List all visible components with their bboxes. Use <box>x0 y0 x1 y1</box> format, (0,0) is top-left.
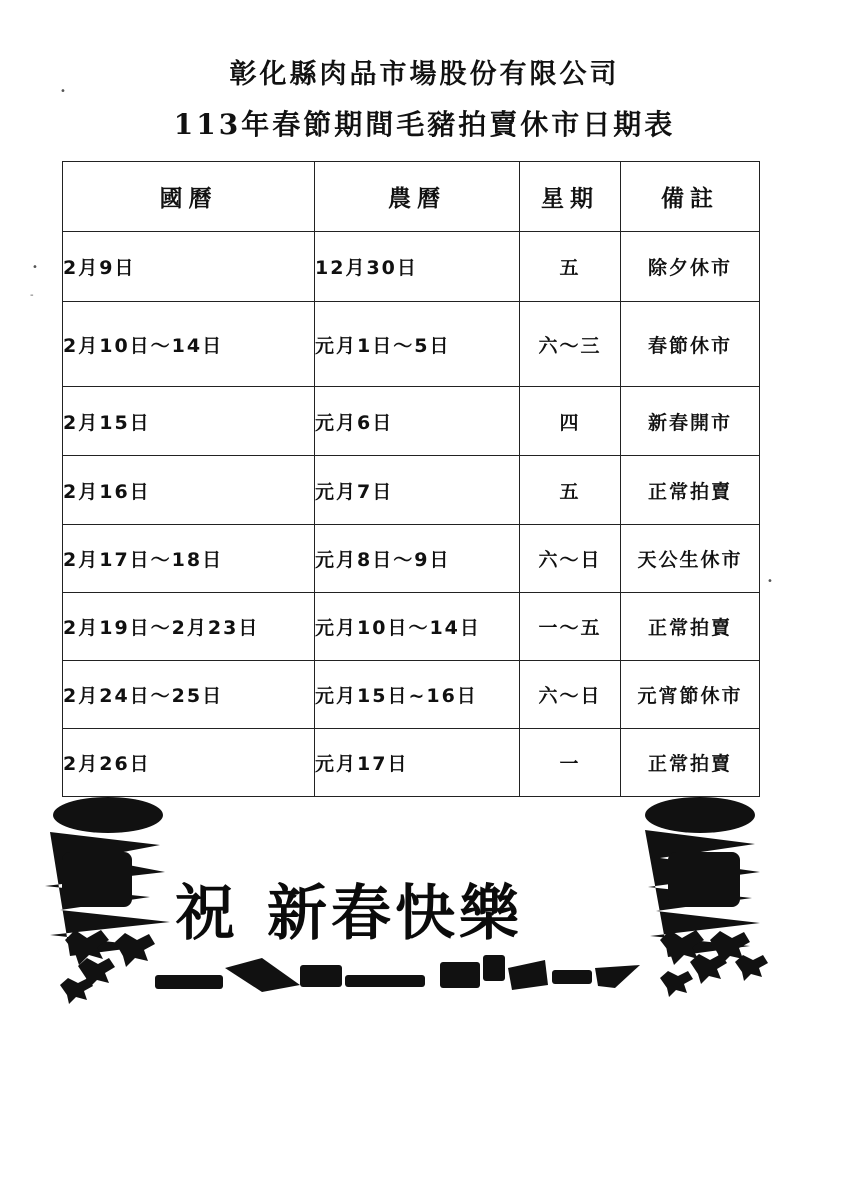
scan-speck: • <box>60 86 66 97</box>
cell-note: 天公生休市 <box>621 525 760 593</box>
cell-solar-date: 2月17日～18日 <box>63 525 315 593</box>
document-title: 113年春節期間毛豬拍賣休市日期表 <box>173 108 676 141</box>
bottom-ribbon-icon <box>155 955 640 992</box>
cell-note: 新春開市 <box>621 387 760 456</box>
cell-note: 除夕休市 <box>621 232 760 302</box>
cell-solar-date: 2月15日 <box>63 387 315 456</box>
greeting-happy-new-year: 新春快樂 <box>267 879 523 949</box>
cell-weekday: 一 <box>520 729 621 797</box>
cell-solar-date: 2月16日 <box>63 456 315 525</box>
scan-speck: - <box>30 290 34 301</box>
company-name: 彰化縣肉品市場股份有限公司 <box>229 59 620 90</box>
cell-solar-date: 2月26日 <box>63 729 315 797</box>
scan-speck: • <box>767 576 773 587</box>
greeting-word-wish: 祝 <box>175 879 239 949</box>
column-header-weekday: 星期 <box>520 162 621 232</box>
cell-lunar-date: 元月8日～9日 <box>315 525 520 593</box>
cell-solar-date: 2月24日～25日 <box>63 661 315 729</box>
cell-weekday: 一～五 <box>520 593 621 661</box>
cell-note: 正常拍賣 <box>621 456 760 525</box>
cell-note: 春節休市 <box>621 302 760 387</box>
greeting-banner <box>175 866 523 952</box>
cell-solar-date: 2月19日～2月23日 <box>63 593 315 661</box>
scan-speck: • <box>32 262 38 273</box>
cell-lunar-date: 元月17日 <box>315 729 520 797</box>
column-header-solar: 國曆 <box>63 162 315 232</box>
cell-lunar-date: 元月7日 <box>315 456 520 525</box>
cell-weekday: 五 <box>520 232 621 302</box>
cell-weekday: 六～日 <box>520 525 621 593</box>
cell-solar-date: 2月10日～14日 <box>63 302 315 387</box>
cell-weekday: 六～三 <box>520 302 621 387</box>
column-header-note: 備註 <box>621 162 760 232</box>
cell-lunar-date: 元月6日 <box>315 387 520 456</box>
cell-lunar-date: 元月15日~16日 <box>315 661 520 729</box>
cell-note: 正常拍賣 <box>621 729 760 797</box>
cell-lunar-date: 元月10日～14日 <box>315 593 520 661</box>
cell-note: 正常拍賣 <box>621 593 760 661</box>
column-header-lunar: 農曆 <box>315 162 520 232</box>
left-ornament-icon <box>45 797 170 1004</box>
cell-weekday: 五 <box>520 456 621 525</box>
right-ornament-icon <box>645 797 768 997</box>
cell-lunar-date: 12月30日 <box>315 232 520 302</box>
cell-lunar-date: 元月1日～5日 <box>315 302 520 387</box>
cell-weekday: 四 <box>520 387 621 456</box>
cell-weekday: 六～日 <box>520 661 621 729</box>
cell-note: 元宵節休市 <box>621 661 760 729</box>
cell-solar-date: 2月9日 <box>63 232 315 302</box>
